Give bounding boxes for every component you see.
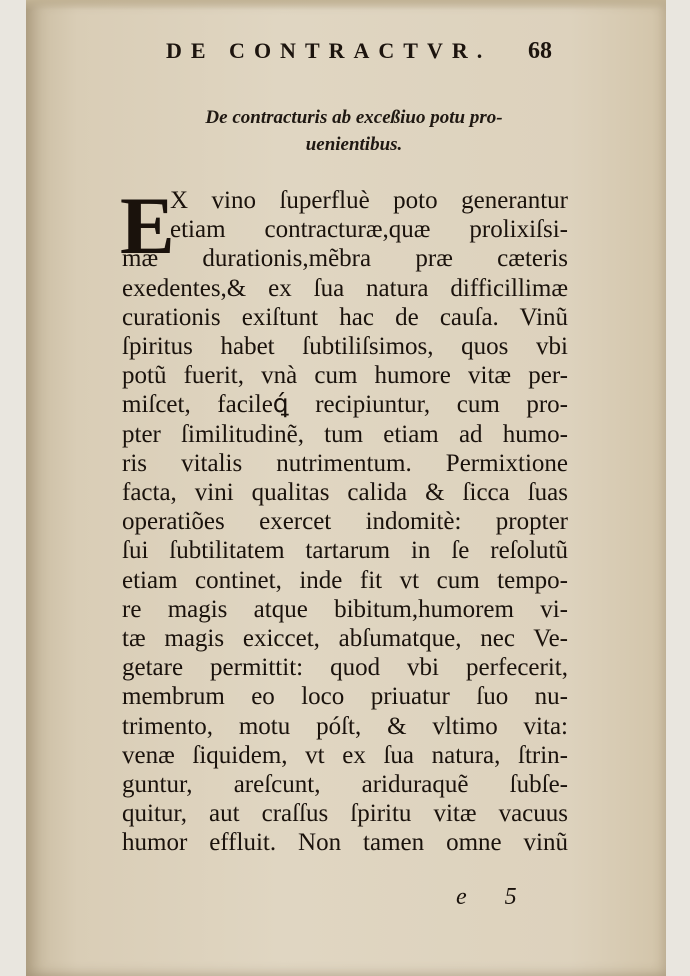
- body-line: miſcet, facileꝗ́ recipiuntur, cum pro-: [122, 391, 568, 419]
- body-line: getare permittit: quod vbi perfecerit,: [122, 654, 568, 682]
- body-line: etiam continet, inde fit vt cum tempo-: [122, 566, 568, 594]
- chapter-title-line: uenientibus.: [305, 134, 403, 155]
- body-line: mæ durationis,mẽbra præ cæteris: [122, 245, 568, 273]
- body-line: re magis atque bibitum,humorem vi-: [122, 595, 568, 623]
- body-line: membrum eo loco priuatur ſuo nu-: [122, 683, 568, 711]
- body-line: operatiões exercet indomitè: propter: [122, 508, 568, 536]
- body-line: facta, vini qualitas calida & ſicca ſuas: [122, 479, 568, 507]
- body-line: ſpiritus habet ſubtiliſsimos, quos vbi: [122, 333, 568, 361]
- body-line: curationis exiſtunt hac de cauſa. Vinũ: [122, 303, 568, 331]
- body-line: quitur, aut craſſus ſpiritu vitæ vacuus: [122, 800, 568, 828]
- body-line: exedentes,& ex ſua natura difficillimæ: [122, 274, 568, 302]
- body-line: guntur, areſcunt, ariduraquẽ ſubſe-: [122, 771, 568, 799]
- body-line: pter ſimilitudinẽ, tum etiam ad humo-: [122, 420, 568, 448]
- chapter-title-line: De contracturis ab exceßiuo potu pro-: [205, 107, 503, 128]
- body-line: trimento, motu póſt, & vltimo vita:: [122, 712, 568, 740]
- body-line: potũ fuerit, vnà cum humore vitæ per-: [122, 362, 568, 390]
- body-line: ſui ſubtilitatem tartarum in ſe reſolutũ: [122, 537, 568, 565]
- body-line: etiam contracturæ,quæ prolixiſsi-: [170, 216, 568, 244]
- body-line: venæ ſiquidem, vt ex ſua natura, ſtrin-: [122, 741, 568, 769]
- drop-cap-initial: E: [120, 180, 175, 271]
- page-number: 68: [528, 38, 552, 64]
- signature-mark: e 5: [456, 884, 533, 910]
- body-line: X vino ſuperfluè poto generantur: [170, 187, 568, 214]
- book-page: [26, 0, 666, 976]
- body-text: [120, 180, 568, 858]
- body-line: humor effluit. Non tamen omne vinũ: [122, 829, 568, 857]
- chapter-title: [174, 104, 534, 158]
- running-head: DE CONTRACTVR.: [166, 38, 492, 63]
- body-line: ris vitalis nutrimentum. Permixtione: [122, 449, 568, 477]
- body-line: tæ magis exiccet, abſumatque, nec Ve-: [122, 625, 568, 653]
- page-top-edge: [26, 0, 666, 10]
